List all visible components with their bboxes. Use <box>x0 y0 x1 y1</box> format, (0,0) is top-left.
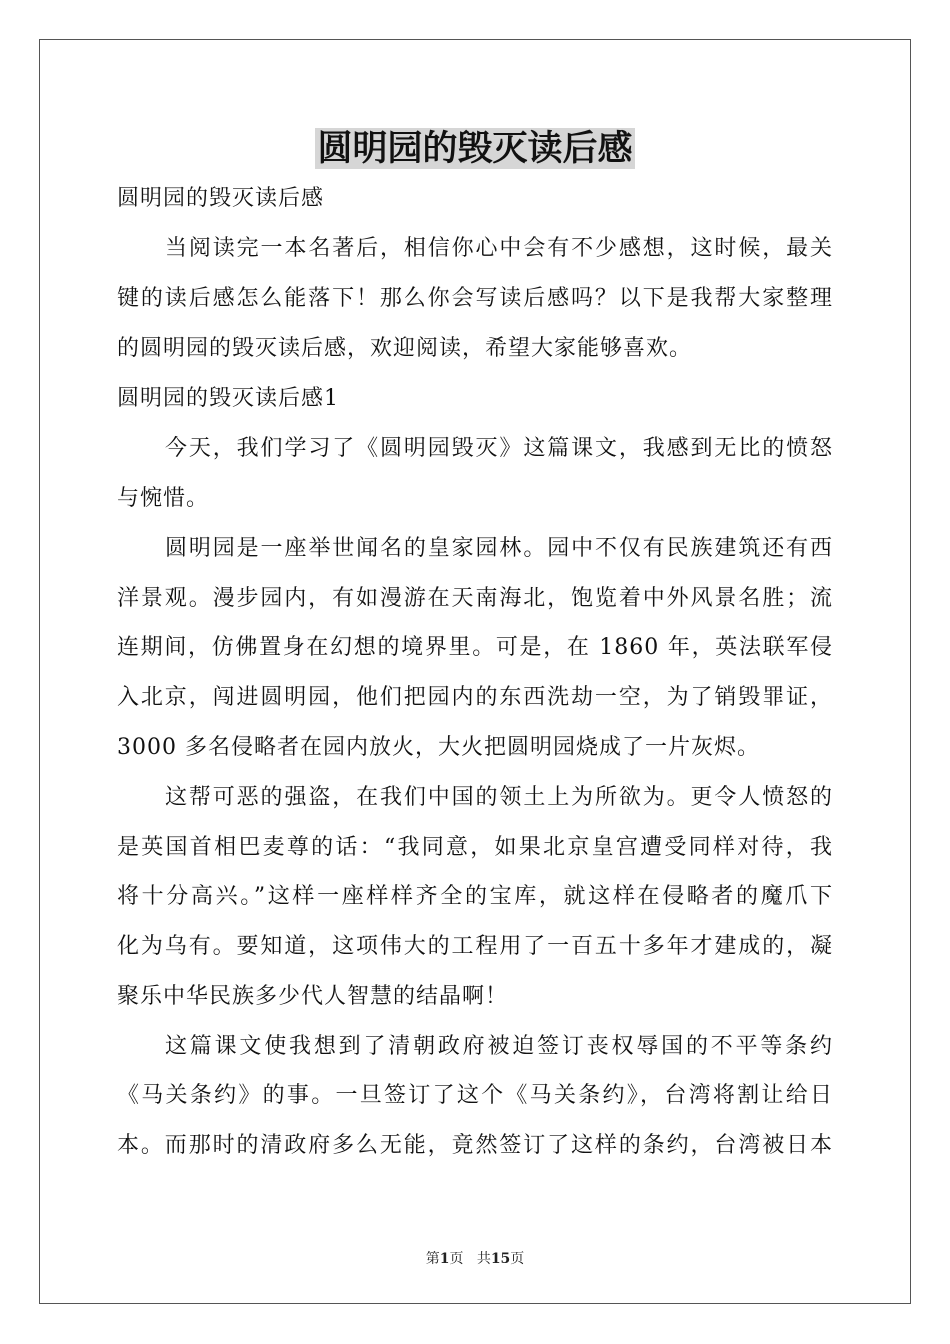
footer-total-pages: 15 <box>490 1251 511 1267</box>
paragraph-line: 圆明园是一座举世闻名的皇家园林。园中不仅有民族建筑还有西 <box>165 536 833 561</box>
paragraph-line: 3000 多名侵略者在园内放火，大火把圆明园烧成了一片灰烬。 <box>117 735 760 760</box>
page-footer <box>0 1248 950 1268</box>
document-title-text: 圆明园的毁灭读后感 <box>317 128 633 169</box>
paragraph-line: 洋景观。漫步园内，有如漫游在天南海北，饱览着中外风景名胜；流 <box>117 586 833 611</box>
paragraph-line: 连期间，仿佛置身在幻想的境界里。可是，在 1860 年，英法联军侵 <box>117 635 833 660</box>
footer-page-prefix: 第 <box>425 1251 440 1267</box>
footer-total-prefix: 共 <box>476 1251 491 1267</box>
paragraph-line: 聚乐中华民族多少代人智慧的结晶啊！ <box>117 984 509 1009</box>
subtitle-line: 圆明园的毁灭读后感 <box>117 186 325 211</box>
paragraph-line: 这帮可恶的强盗，在我们中国的领土上为所欲为。更令人愤怒的 <box>165 785 833 810</box>
footer-page-number: 1 <box>439 1251 450 1267</box>
paragraph-line: 《马关条约》的事。一旦签订了这个《马关条约》，台湾将割让给日 <box>117 1083 833 1108</box>
paragraph-line: 键的读后感怎么能落下！那么你会写读后感吗？以下是我帮大家整理 <box>117 286 833 311</box>
page-border <box>39 39 911 1304</box>
paragraph-line: 这篇课文使我想到了清朝政府被迫签订丧权辱国的不平等条约 <box>165 1034 833 1059</box>
section-heading: 圆明园的毁灭读后感1 <box>117 386 339 411</box>
paragraph-line: 是英国首相巴麦尊的话：“我同意，如果北京皇宫遭受同样对待，我 <box>117 835 833 860</box>
paragraph-line: 的圆明园的毁灭读后感，欢迎阅读，希望大家能够喜欢。 <box>117 336 693 361</box>
paragraph-line: 本。而那时的清政府多么无能，竟然签订了这样的条约，台湾被日本 <box>117 1133 833 1158</box>
paragraph-line: 当阅读完一本名著后，相信你心中会有不少感想，这时候，最关 <box>165 236 833 261</box>
paragraph-line: 与惋惜。 <box>117 486 210 511</box>
document-title <box>117 126 833 172</box>
paragraph-line: 今天，我们学习了《圆明园毁灭》这篇课文，我感到无比的愤怒 <box>165 436 833 461</box>
paragraph-line: 化为乌有。要知道，这项伟大的工程用了一百五十多年才建成的，凝 <box>117 934 833 959</box>
footer-page-suffix: 页 <box>449 1251 464 1267</box>
paragraph-line: 入北京，闯进圆明园，他们把园内的东西洗劫一空，为了销毁罪证， <box>117 685 833 710</box>
footer-total-suffix: 页 <box>510 1251 525 1267</box>
paragraph-line: 将十分高兴。”这样一座样样齐全的宝库，就这样在侵略者的魔爪下 <box>117 884 833 909</box>
